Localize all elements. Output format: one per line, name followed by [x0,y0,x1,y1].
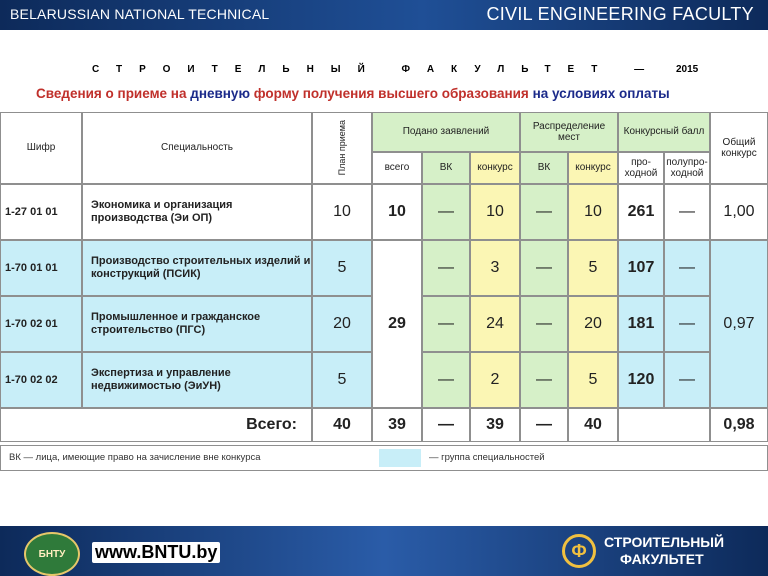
legend-group-swatch [379,449,421,467]
header-vk2: ВК [520,152,568,184]
row1-name: Экономика и организация производства (Эи ОП) [82,184,312,240]
row1-total: 10 [372,184,422,240]
totals-vk2: — [520,408,568,442]
row2-pass: 107 [618,240,664,296]
row3-name: Промышленное и гражданское строительство (ПГС) [82,296,312,352]
row2-konkurs2: 5 [568,240,618,296]
row3-pass: 181 [618,296,664,352]
row1-vk: — [422,184,470,240]
row1-konkurs2: 10 [568,184,618,240]
row1-konkurs: 10 [470,184,520,240]
header-total: всего [372,152,422,184]
row3-vk: — [422,296,470,352]
faculty-title: CIVIL ENGINEERING FACULTY [486,4,754,24]
header-score: Конкурсный балл [618,112,710,152]
row4-vk2: — [520,352,568,408]
header-pass: про-ходной [618,152,664,184]
header-competition: Общий конкурс [710,112,768,184]
legend [0,445,768,471]
header-vk: ВК [422,152,470,184]
header-code: Шифр [0,112,82,184]
totals-vk: — [422,408,470,442]
totals-comp: 0,98 [710,408,768,442]
row1-half: — [664,184,710,240]
header-applied: Подано заявлений [372,112,520,152]
row1-comp: 1,00 [710,184,768,240]
totals-label: Всего: [0,408,312,442]
row1-vk2: — [520,184,568,240]
row3-konkurs2: 20 [568,296,618,352]
row3-half: — [664,296,710,352]
row4-vk: — [422,352,470,408]
footer [0,526,768,576]
row2-plan: 5 [312,240,372,296]
totals-konkurs2: 40 [568,408,618,442]
totals-plan: 40 [312,408,372,442]
faculty-logo-text: СТРОИТЕЛЬНЫЙ ФАКУЛЬТЕТ [604,534,725,567]
row1-code: 1-27 01 01 [0,184,82,240]
row4-konkurs: 2 [470,352,520,408]
year-label: 2015 [676,64,699,75]
totals-konkurs: 39 [470,408,520,442]
header-konkurs2: конкурс [568,152,618,184]
header-half-pass: полупро-ходной [664,152,710,184]
row2-name: Производство строительных изделий и конструкций (ПСИК) [82,240,312,296]
row2-half: — [664,240,710,296]
legend-group-note: — группа специальностей [429,452,545,463]
top-banner [0,0,768,30]
website-link[interactable]: www.BNTU.by [92,542,220,563]
row2-vk2: — [520,240,568,296]
bntu-logo-icon: БНТУ [24,532,80,576]
admission-table [0,112,768,442]
row3-vk2: — [520,296,568,352]
row3-code: 1-70 02 01 [0,296,82,352]
header-plan: План приема [312,112,372,184]
row4-pass: 120 [618,352,664,408]
row4-plan: 5 [312,352,372,408]
faculty-logo-icon: Ф [562,534,596,568]
row4-name: Экспертиза и управление недвижимостью (ЭиУН) [82,352,312,408]
totals-score-empty [618,408,710,442]
row2-konkurs: 3 [470,240,520,296]
group-competition: 0,97 [710,240,768,408]
row4-half: — [664,352,710,408]
university-title: BELARUSSIAN NATIONAL TECHNICAL [10,6,270,22]
row3-plan: 20 [312,296,372,352]
row1-pass: 261 [618,184,664,240]
legend-vk-note: ВК — лица, имеющие право на зачисление вне конкурса [9,452,261,463]
row2-code: 1-70 01 01 [0,240,82,296]
totals-total: 39 [372,408,422,442]
row3-konkurs: 24 [470,296,520,352]
header-distribution: Распределение мест [520,112,618,152]
row4-konkurs2: 5 [568,352,618,408]
header-konkurs: конкурс [470,152,520,184]
row2-vk: — [422,240,470,296]
group-total: 29 [372,240,422,408]
page-subtitle: Сведения о приеме на дневную форму получения высшего образования на условиях оплаты [36,86,670,101]
faculty-line: СТРОИТЕЛЬНЫЙ ФАКУЛЬТЕТ — [92,64,662,75]
header-specialty: Специальность [82,112,312,184]
row4-code: 1-70 02 02 [0,352,82,408]
row1-plan: 10 [312,184,372,240]
